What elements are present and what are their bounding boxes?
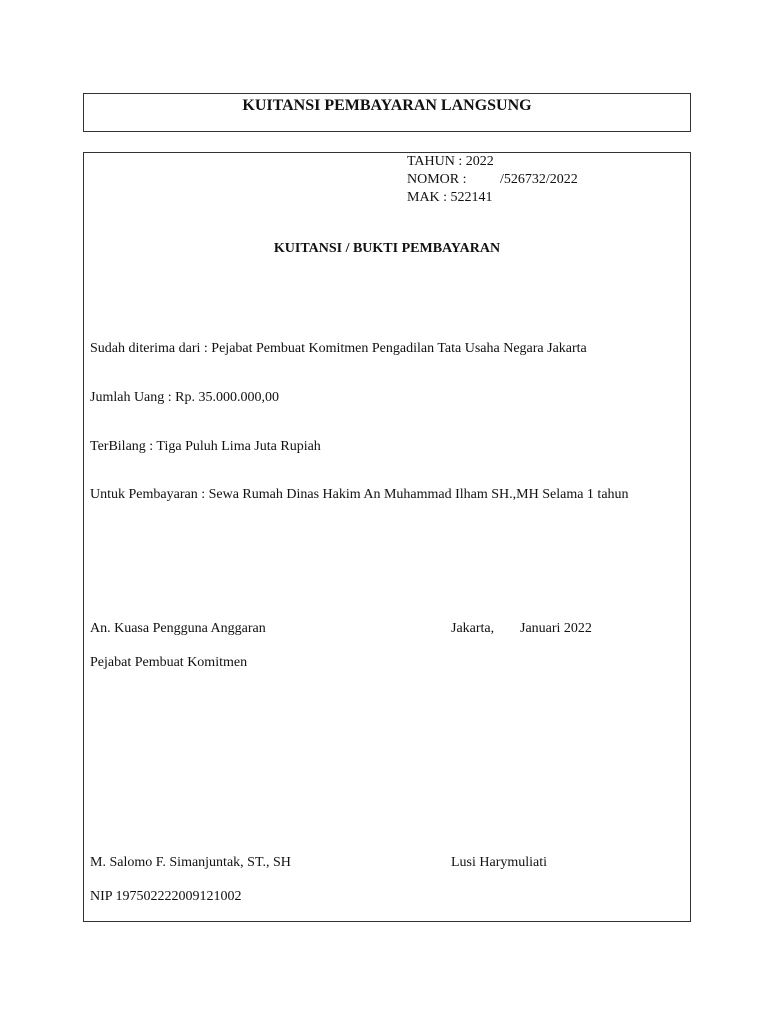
year-field: TAHUN : 2022 xyxy=(407,154,494,169)
signer-left-nip: NIP 197502222009121002 xyxy=(90,889,242,904)
title-box xyxy=(83,93,691,132)
amount-words-line: TerBilang : Tiga Puluh Lima Juta Rupiah xyxy=(90,439,321,454)
document-title: KUITANSI PEMBAYARAN LANGSUNG xyxy=(242,97,532,114)
signer-left-name: M. Salomo F. Simanjuntak, ST., SH xyxy=(90,855,291,870)
mak-field: MAK : 522141 xyxy=(407,190,493,205)
received-from-line: Sudah diterima dari : Pejabat Pembuat Komitmen Pengadilan Tata Usaha Negara Jakarta xyxy=(90,341,587,356)
receipt-heading: KUITANSI / BUKTI PEMBAYARAN xyxy=(273,241,501,256)
purpose-line: Untuk Pembayaran : Sewa Rumah Dinas Hakim An Muhammad Ilham SH.,MH Selama 1 tahun xyxy=(90,487,629,502)
number-value: /526732/2022 xyxy=(500,172,578,187)
receipt-box xyxy=(83,152,691,922)
amount-line: Jumlah Uang : Rp. 35.000.000,00 xyxy=(90,390,279,405)
signer-left-role: An. Kuasa Pengguna Anggaran xyxy=(90,621,266,636)
signer-right-name: Lusi Harymuliati xyxy=(451,855,548,870)
signer-left-title: Pejabat Pembuat Komitmen xyxy=(90,655,248,670)
signing-place: Jakarta, xyxy=(451,621,495,636)
signing-date: Januari 2022 xyxy=(520,621,592,636)
number-label: NOMOR : xyxy=(407,172,467,187)
